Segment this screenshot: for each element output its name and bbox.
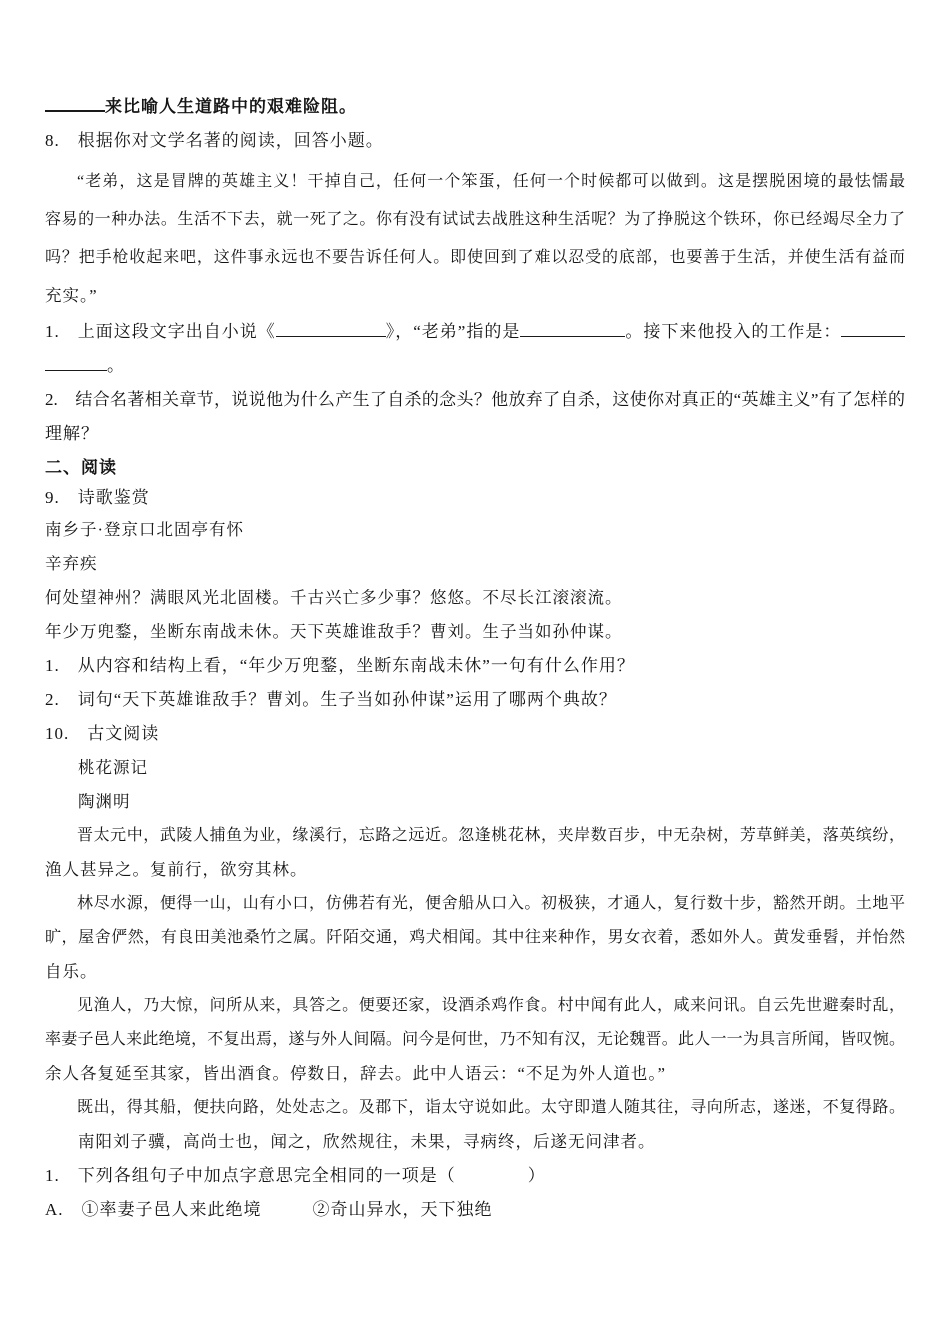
- question10-optionA: [45, 1193, 905, 1227]
- classical-text-line: 渔人甚异之。复前行，欲穷其林。: [45, 860, 308, 879]
- question9-sub2: 2. 词句“天下英雄谁敌手？曹刘。生子当如孙仲谋”运用了哪两个典故？: [45, 690, 617, 709]
- answer-blank: [45, 353, 107, 371]
- question10-heading: 10. 古文阅读: [45, 724, 160, 743]
- emphasized-char: 绝境: [225, 1200, 262, 1219]
- question8-sub2-line2: 理解？: [45, 424, 99, 443]
- question7-fragment-text: 来比喻人生道路中的艰难险阻。: [105, 97, 357, 116]
- question8-sub1-text: 1. 上面这段文字出自小说《: [45, 322, 276, 341]
- classical-text-line: 既出，得其船，便扶向路，处处志之。及郡下，诣太守说如此。太守即遣人随其往，寻向所志，遂迷，不复得路。: [77, 1099, 905, 1116]
- question8-sub1-text: 》，“老弟”指的是: [385, 322, 521, 341]
- question8-sub1-line1: [45, 315, 905, 349]
- option-a-text: A. ①率妻子邑人来此: [45, 1200, 226, 1219]
- classical-text-line: 余人各复延至其家，皆出酒食。停数日，辞去。此中人语云：“不足为外人道也。”: [45, 1064, 666, 1083]
- novel-quote-line: 充实。”: [45, 286, 98, 305]
- novel-quote-line: 容易的一种办法。生活不下去，就一死了之。你有没有试试去战胜这种生活呢？为了挣脱这个铁环，你已经竭尽全力了: [45, 211, 905, 228]
- answer-blank: [276, 319, 386, 337]
- question8-sub1-text: 。: [107, 356, 125, 375]
- novel-quote-line: 吗？把手枪收起来吧，这件事永远也不要告诉任何人。即使回到了难以忍受的底部，也要善于生活，并使生活有益而: [45, 249, 905, 266]
- poem-author: 辛弃疾: [45, 554, 98, 573]
- part2-heading: 二、阅读: [45, 458, 117, 477]
- emphasized-char: 绝: [474, 1200, 493, 1219]
- classical-text-title: 桃花源记: [78, 758, 148, 777]
- answer-blank: [841, 319, 905, 337]
- question8-intro: 8. 根据你对文学名著的阅读，回答小题。: [45, 131, 384, 150]
- question8-sub1-text: 。接下来他投入的工作是：: [625, 322, 842, 341]
- classical-text-line: 自乐。: [45, 962, 98, 981]
- classical-text-line: 旷，屋舍俨然，有良田美池桑竹之属。阡陌交通，鸡犬相闻。其中往来种作，男女衣着，悉如外人。黄发垂髫，并怡然: [45, 929, 905, 946]
- question10-sub1: 1. 下列各组句子中加点字意思完全相同的一项是（ ）: [45, 1166, 546, 1185]
- classical-text-line: 晋太元中，武陵人捕鱼为业，缘溪行，忘路之远近。忽逢桃花林，夹岸数百步，中无杂树，芳草鲜美，落英缤纷，: [77, 827, 905, 844]
- question7-fragment-line: [45, 90, 905, 124]
- answer-blank: [520, 319, 625, 337]
- poem-title: 南乡子·登京口北固亭有怀: [45, 520, 244, 539]
- option-a-text: ②奇山异水，天下独: [312, 1200, 475, 1219]
- novel-quote-paragraph: [45, 163, 905, 315]
- classical-text-author: 陶渊明: [78, 792, 131, 811]
- classical-text-line: 南阳刘子骥，高尚士也，闻之，欣然规往，未果，寻病终，后遂无问津者。: [78, 1132, 656, 1151]
- question8-sub1-line2: [45, 349, 905, 383]
- classical-text-line: 林尽水源，便得一山，山有小口，仿佛若有光，便舍船从口入。初极狭，才通人，复行数十步，豁然开朗。土地平: [77, 895, 905, 912]
- answer-blank: [45, 93, 105, 112]
- classical-text-line: 率妻子邑人来此绝境，不复出焉，遂与外人间隔。问今是何世，乃不知有汉，无论魏晋。此人一一为具言所闻，皆叹惋。: [45, 1031, 905, 1048]
- question9-heading: 9. 诗歌鉴赏: [45, 488, 150, 507]
- novel-quote-line: “老弟，这是冒牌的英雄主义！干掉自己，任何一个笨蛋，任何一个时候都可以做到。这是摆脱困境的最怯懦最: [77, 173, 905, 190]
- question9-sub1: 1. 从内容和结构上看，“年少万兜鍪，坐断东南战未休”一句有什么作用？: [45, 656, 635, 675]
- classical-text-line: 见渔人，乃大惊，问所从来，具答之。便要还家，设酒杀鸡作食。村中闻有此人，咸来问讯。自云先世避秦时乱，: [77, 997, 905, 1014]
- poem-line: 何处望神州？满眼风光北固楼。千古兴亡多少事？悠悠。不尽长江滚滚流。: [45, 588, 623, 607]
- question8-sub2-line1: 2. 结合名著相关章节，说说他为什么产生了自杀的念头？他放弃了自杀，这使你对真正的“英雄主义”有了怎样的: [45, 390, 905, 409]
- poem-line: 年少万兜鍪，坐断东南战未休。天下英雄谁敌手？曹刘。生子当如孙仲谋。: [45, 622, 623, 641]
